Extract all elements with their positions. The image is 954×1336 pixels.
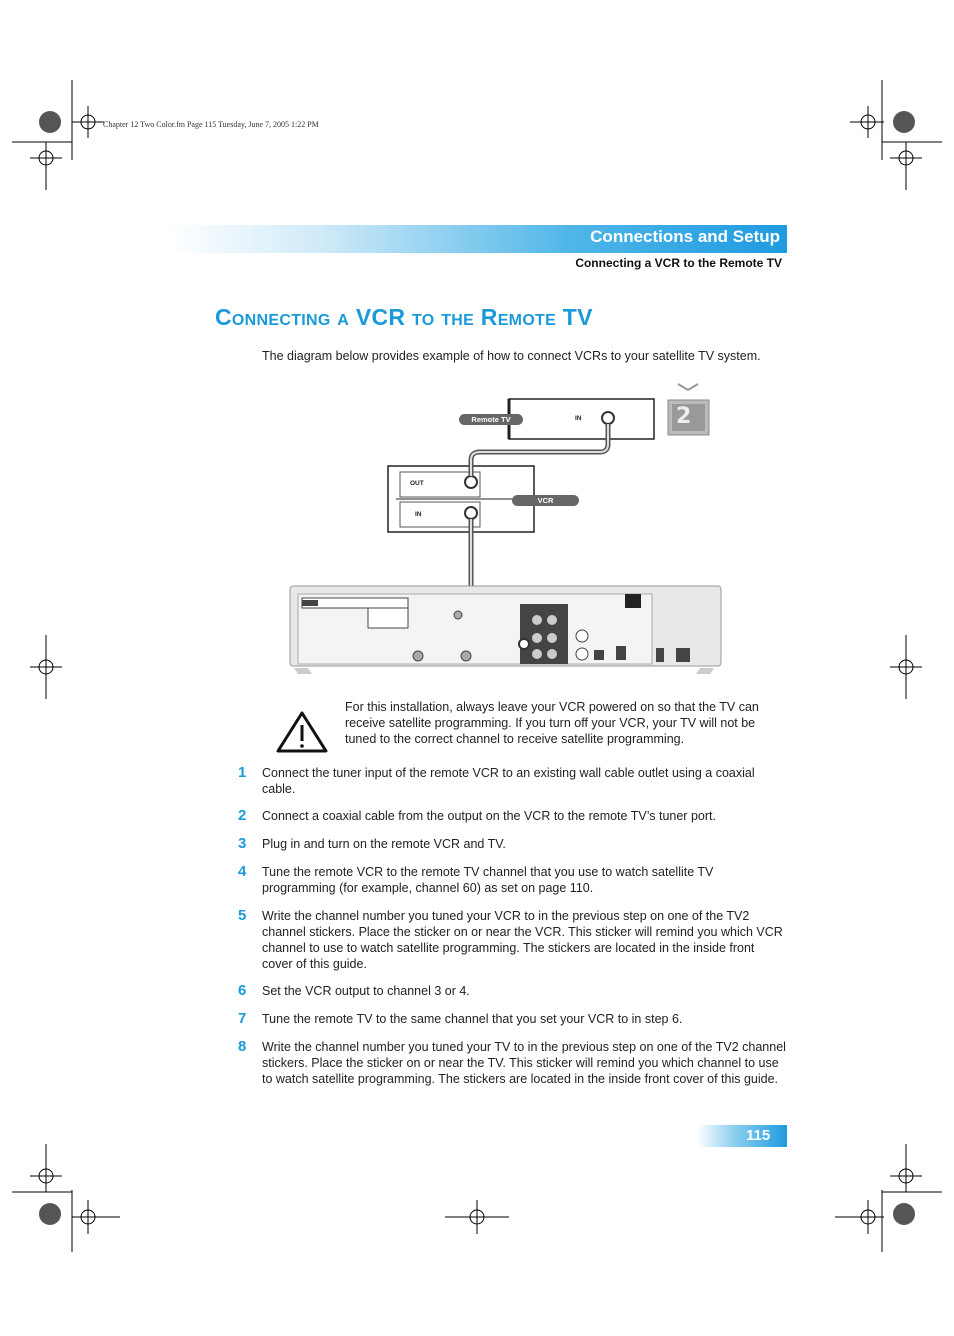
step-text: Set the VCR output to channel 3 or 4. xyxy=(262,984,470,998)
warning-icon xyxy=(276,711,328,753)
step-number: 7 xyxy=(238,1010,247,1027)
vcr-label: VCR xyxy=(512,495,579,506)
step-number: 3 xyxy=(238,835,247,852)
page-title: Connecting a VCR to the Remote TV xyxy=(215,304,593,330)
step-text: Plug in and turn on the remote VCR and TV. xyxy=(262,837,506,851)
step-text: Connect a coaxial cable from the output on the VCR to the remote TV’s tuner port. xyxy=(262,809,716,823)
step-number: 5 xyxy=(238,907,247,924)
step-number: 1 xyxy=(238,764,247,781)
step-text: Tune the remote TV to the same channel that you set your VCR to in step 6. xyxy=(262,1012,683,1026)
step-text: Write the channel number you tuned your TV to in the previous step on one of the TV2 channel stickers. Place the sticker on or near the TV. This sticker will remind you which channel to use to watch satellite programming. The stickers are located in the inside front cover of this guide. xyxy=(262,1040,786,1086)
file-slug: Chapter 12 Two Color.fm Page 115 Tuesday, June 7, 2005 1:22 PM xyxy=(103,120,319,129)
tv2-icon: 2 xyxy=(676,404,692,429)
intro-text: The diagram below provides example of how to connect VCRs to your satellite TV system. xyxy=(262,349,761,363)
step-text: Connect the tuner input of the remote VCR to an existing wall cable outlet using a coaxial cable. xyxy=(262,766,755,796)
caution-text: For this installation, always leave your VCR powered on so that the TV can receive satellite programming. If you turn off your VCR, your TV will not be tuned to the correct channel to receive satellite programming. xyxy=(345,700,759,746)
step-number: 4 xyxy=(238,863,247,880)
step-text: Write the channel number you tuned your VCR to in the previous step on one of the TV2 channel stickers. Place the sticker on or near the VCR. This sticker will remind you which VCR channel to use to watch satellite programming. The stickers are located in the inside front cover of this guide. xyxy=(262,909,783,971)
step-text: Tune the remote VCR to the remote TV channel that you use to watch satellite TV programming (for example, channel 60) as set on page 110. xyxy=(262,865,714,895)
page-number: 115 xyxy=(746,1127,771,1144)
section-subtitle: Connecting a VCR to the Remote TV xyxy=(575,256,782,270)
step-number: 8 xyxy=(238,1038,247,1055)
step-number: 6 xyxy=(238,982,247,999)
connection-diagram xyxy=(288,382,724,682)
step-number: 2 xyxy=(238,807,247,824)
remote-tv-label: Remote TV xyxy=(459,414,523,425)
vcr-in-label: IN xyxy=(415,511,422,518)
diagram-drawing xyxy=(288,382,724,682)
vcr-out-label: OUT xyxy=(410,480,424,487)
tv-in-label: IN xyxy=(575,415,582,422)
section-title: Connections and Setup xyxy=(590,227,780,246)
page-number-bar xyxy=(697,1125,787,1147)
